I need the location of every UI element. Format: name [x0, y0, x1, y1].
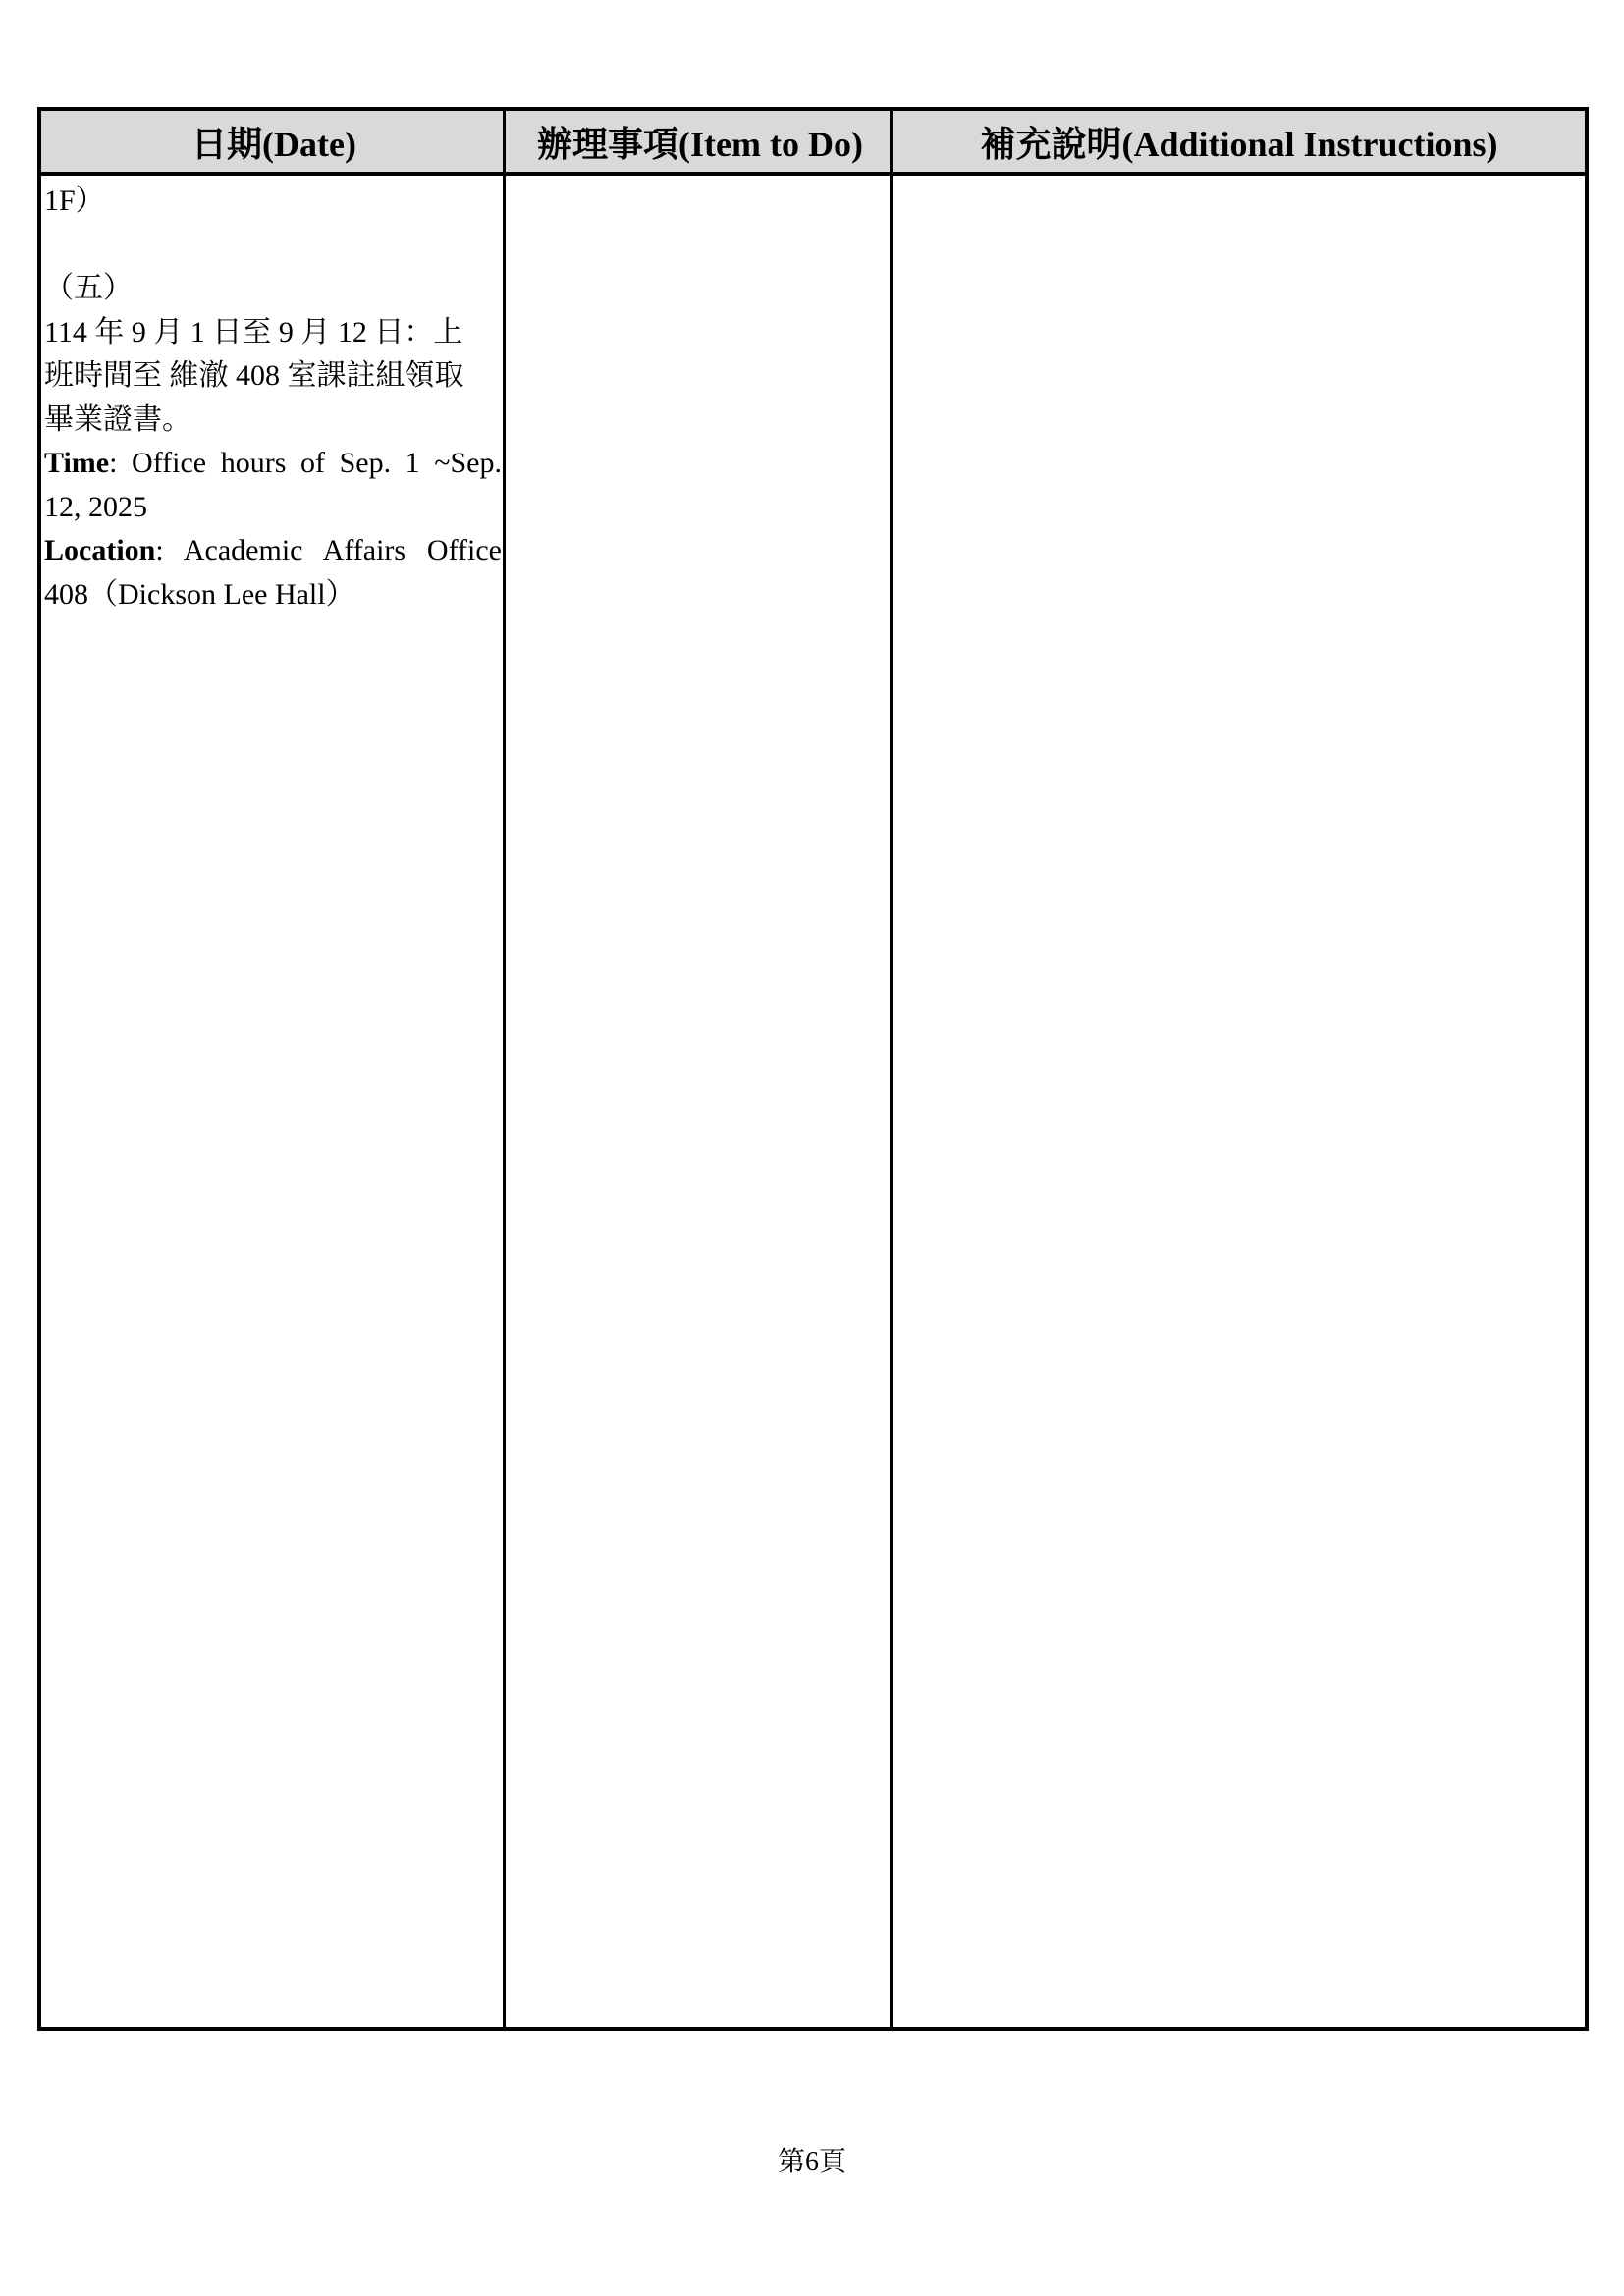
column-divider	[503, 111, 506, 2027]
table-header-row	[41, 111, 1585, 176]
blank-line	[44, 224, 502, 268]
date-text-line: （五）	[44, 272, 133, 304]
date-cell	[44, 180, 502, 616]
schedule-table	[37, 107, 1589, 2031]
header-item-to-do: 辦理事項(Item to Do)	[537, 124, 863, 164]
location-label: Location	[44, 534, 156, 566]
header-date: 日期(Date)	[191, 124, 356, 164]
location-text: : Academic Affairs Office 408（Dickson Lee Hall）	[44, 534, 502, 611]
time-text: : Office hours of Sep. 1 ~Sep. 12, 2025	[44, 447, 502, 523]
header-additional-instructions: 補充說明(Additional Instructions)	[980, 124, 1498, 164]
time-label: Time	[44, 447, 110, 479]
date-text-line: 畢業證書。	[44, 402, 191, 436]
date-text-line: 114 年 9 月 1 日至 9 月 12 日：上	[44, 315, 463, 348]
date-text-line: 1F）	[44, 185, 105, 217]
time-paragraph	[44, 442, 502, 529]
column-divider	[890, 111, 893, 2027]
page-number: 第6頁	[777, 2147, 846, 2177]
date-text-line: 班時間至 維澈 408 室課註組領取	[44, 359, 464, 392]
location-paragraph	[44, 529, 502, 616]
